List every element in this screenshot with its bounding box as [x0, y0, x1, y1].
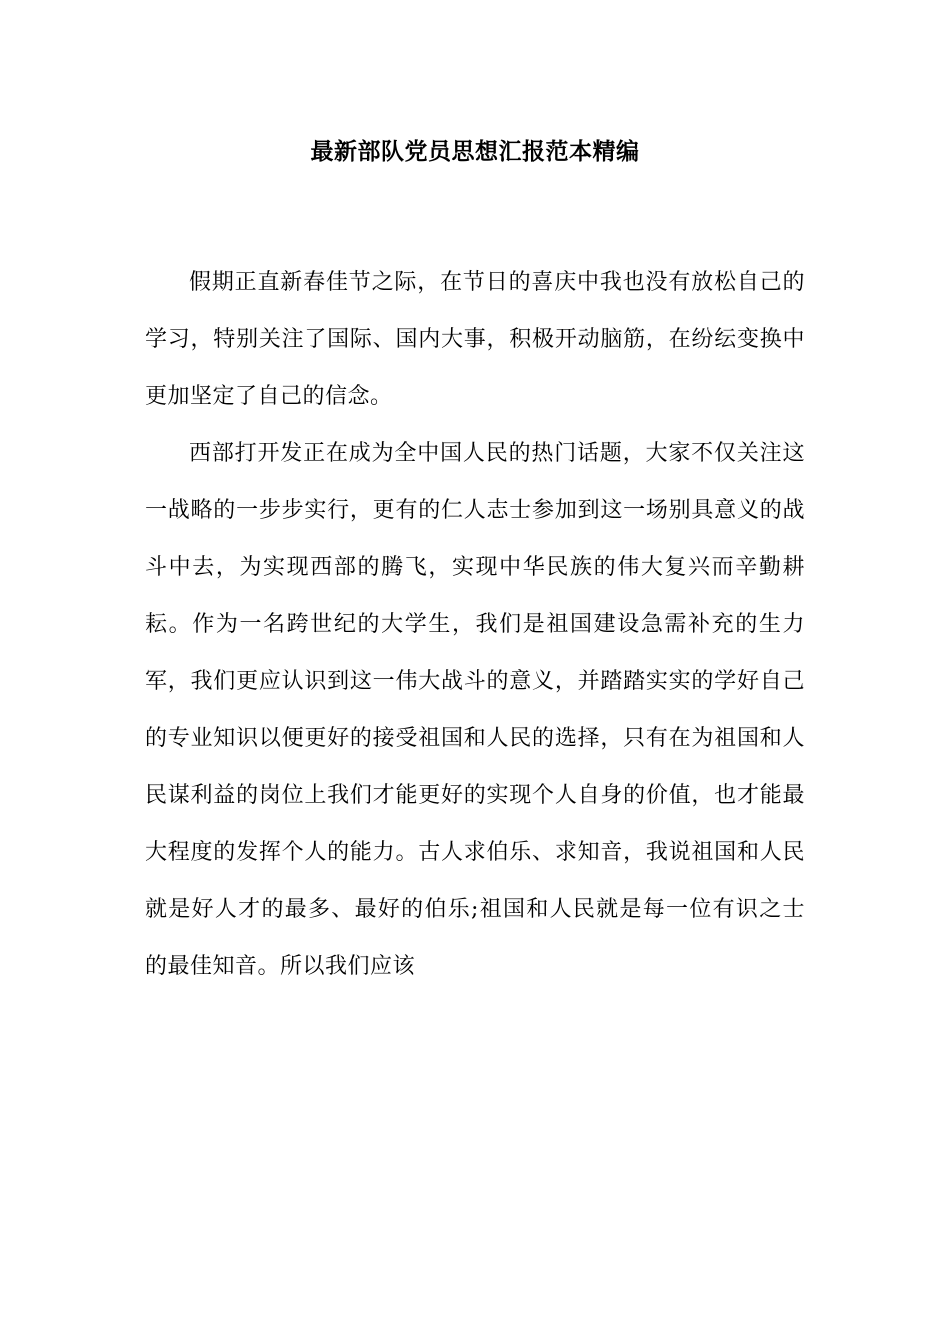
paragraph-1: 假期正直新春佳节之际，在节日的喜庆中我也没有放松自己的学习，特别关注了国际、国内大事，积极开动脑筋，在纷纭变换中更加坚定了自己的信念。 [145, 270, 805, 409]
paragraph-2: 西部打开发正在成为全中国人民的热门话题，大家不仅关注这一战略的一步步实行，更有的仁人志士参加到这一场别具意义的战斗中去，为实现西部的腾飞，实现中华民族的伟大复兴而辛勤耕耘。作为一名跨世纪的大学生，我们是祖国建设急需补充的生力军，我们更应认识到这一伟大战斗的意义，并踏踏实实的学好自己的专业知识以便更好的接受祖国和人民的选择，只有在为祖国和人民谋利益的岗位上我们才能更好的实现个人自身的价值，也才能最大程度的发挥个人的能力。古人求伯乐、求知音，我说祖国和人民就是好人才的最多、最好的伯乐;祖国和人民就是每一位有识之士的最佳知音。所以我们应该 [145, 441, 805, 979]
document-body [145, 254, 805, 995]
document-title: 最新部队党员思想汇报范本精编 [310, 138, 640, 165]
